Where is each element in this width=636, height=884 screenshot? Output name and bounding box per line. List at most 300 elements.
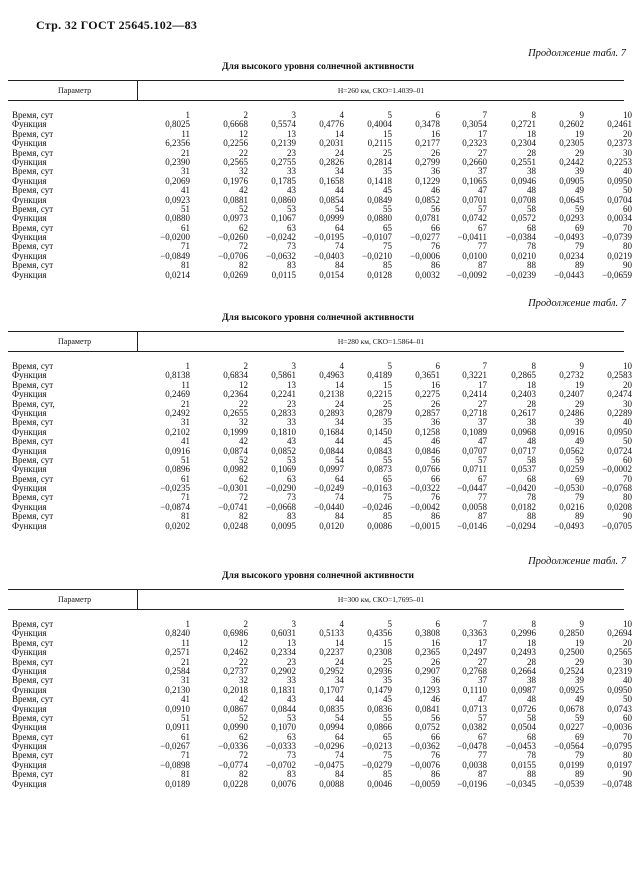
- table-cell: 0,0873: [367, 464, 392, 475]
- table-cell: 53: [287, 454, 296, 465]
- table-cell: −0,0384: [506, 232, 536, 243]
- table-cell: 0,0743: [607, 703, 632, 714]
- table-cell: 0,5133: [319, 628, 344, 639]
- table-cell: 69: [575, 473, 584, 484]
- table-cell: 85: [383, 769, 392, 780]
- table-cell: 76: [431, 241, 440, 252]
- table-cell: 0,2826: [319, 156, 344, 167]
- table-cell: 8: [531, 619, 536, 629]
- table-header: [8, 80, 624, 101]
- table-cell: −0,0362: [410, 741, 440, 752]
- table-cell: 0,0852: [271, 445, 296, 456]
- table-cell: 30: [623, 147, 632, 158]
- table-cell: 0,0100: [462, 250, 487, 261]
- table-cell: 50: [623, 436, 632, 447]
- table-cell: 63: [287, 473, 296, 484]
- table-cell: 65: [383, 731, 392, 742]
- table-cell: −0,0322: [410, 483, 440, 494]
- table-cell: 65: [383, 222, 392, 233]
- table-cell: 73: [287, 492, 296, 503]
- table-cell: 0,4356: [367, 628, 392, 639]
- table-cell: −0,0774: [218, 759, 248, 770]
- table-cell: 36: [431, 166, 440, 177]
- table-cell: 58: [527, 454, 536, 465]
- table-cell: 49: [575, 436, 584, 447]
- table-cell: 3: [291, 619, 296, 629]
- table-cell: 0,8138: [165, 370, 190, 381]
- table-cell: 21: [181, 147, 190, 158]
- table-cell: 47: [478, 185, 487, 196]
- table-cell: 32: [239, 166, 248, 177]
- table-cell: 36: [431, 417, 440, 428]
- table-cell: 0,0086: [367, 520, 392, 531]
- table-cell: 0,0199: [559, 759, 584, 770]
- table-cell: 0,6834: [223, 370, 248, 381]
- table-cell: 88: [527, 511, 536, 522]
- table-cell: 4: [339, 619, 344, 629]
- table-cell: −0,0006: [410, 250, 440, 261]
- table-cell: 20: [623, 128, 632, 139]
- table-cell: 0,4004: [367, 119, 392, 130]
- table-cell: 78: [527, 492, 536, 503]
- table-cell: 0,2308: [367, 647, 392, 658]
- table-cell: 0,2936: [367, 665, 392, 676]
- table-cell: 82: [239, 511, 248, 522]
- table-cell: 0,0724: [607, 445, 632, 456]
- table-cell: 0,2799: [415, 156, 440, 167]
- table-cell: 0,2996: [511, 628, 536, 639]
- table-cell: 77: [478, 241, 487, 252]
- table-cell: −0,0659: [602, 269, 632, 280]
- table-cell: 71: [181, 750, 190, 761]
- table-cell: 44: [335, 436, 344, 447]
- table-cell: 70: [623, 473, 632, 484]
- table-cell: 0,2256: [223, 138, 248, 149]
- table-cell: 0,0032: [415, 269, 440, 280]
- table-cell: 0,2365: [415, 647, 440, 658]
- table-cell: −0,0301: [218, 483, 248, 494]
- table-cell: 0,0248: [223, 520, 248, 531]
- table-cell: 14: [335, 128, 344, 139]
- table-cell: 0,0115: [271, 269, 296, 280]
- table-cell: −0,0768: [602, 483, 632, 494]
- table-cell: −0,0290: [266, 483, 296, 494]
- table-cell: 5: [387, 110, 392, 120]
- row-label: Время, сут: [12, 492, 54, 503]
- table-cell: 23: [287, 147, 296, 158]
- table-cell: 11: [181, 128, 190, 139]
- table-cell: −0,0453: [506, 741, 536, 752]
- table-cell: 16: [431, 637, 440, 648]
- table-cell: 78: [527, 750, 536, 761]
- table-cell: 13: [287, 379, 296, 390]
- section-title-1: Для высокого уровня солнечной активности: [222, 62, 414, 72]
- table-cell: 0,0849: [367, 194, 392, 205]
- table-cell: 86: [431, 511, 440, 522]
- table-cell: −0,0267: [160, 741, 190, 752]
- table-cell: −0,0196: [457, 778, 487, 789]
- table-cell: 47: [478, 436, 487, 447]
- table-cell: 5: [387, 619, 392, 629]
- table-cell: 0,0841: [415, 703, 440, 714]
- table-cell: 0,0154: [319, 269, 344, 280]
- table-cell: 16: [431, 379, 440, 390]
- table-cell: −0,0107: [362, 232, 392, 243]
- row-label: Функция: [12, 684, 47, 695]
- table-cell: 58: [527, 203, 536, 214]
- table-cell: −0,0564: [554, 741, 584, 752]
- table-cell: 46: [431, 436, 440, 447]
- table-cell: −0,0239: [506, 269, 536, 280]
- table-cell: 0,2571: [165, 647, 190, 658]
- row-label: Функция: [12, 232, 47, 243]
- table-cell: 0,1070: [271, 722, 296, 733]
- table-cell: 0,1831: [271, 684, 296, 695]
- table-cell: −0,0246: [362, 501, 392, 512]
- table-cell: 25: [383, 398, 392, 409]
- table-cell: 45: [383, 185, 392, 196]
- row-label: Функция: [12, 778, 47, 789]
- table-cell: 0,2304: [511, 138, 536, 149]
- table-cell: −0,0333: [266, 741, 296, 752]
- row-label: Время, сут: [12, 166, 54, 177]
- table-cell: 0,1065: [462, 175, 487, 186]
- table-cell: 39: [575, 417, 584, 428]
- condition-header: H=300 км, СКО=1,7695–01: [337, 595, 425, 604]
- table-cell: 34: [335, 417, 344, 428]
- table-cell: 0,0046: [367, 778, 392, 789]
- row-label: Время, сут: [12, 260, 54, 271]
- table-cell: 0,2138: [319, 389, 344, 400]
- table-cell: 83: [287, 511, 296, 522]
- table-cell: 0,0228: [223, 778, 248, 789]
- table-cell: 24: [335, 147, 344, 158]
- table-cell: 0,6031: [271, 628, 296, 639]
- table-cell: 84: [335, 260, 344, 271]
- table-cell: 32: [239, 417, 248, 428]
- table-cell: 0,1293: [415, 684, 440, 695]
- row-label: Функция: [12, 759, 47, 770]
- table-cell: 0,0711: [462, 464, 487, 475]
- table-body: [8, 619, 632, 789]
- table-cell: 0,2018: [223, 684, 248, 695]
- table-cell: 0,1229: [415, 175, 440, 186]
- table-cell: −0,0475: [314, 759, 344, 770]
- table-cell: 23: [287, 656, 296, 667]
- table-cell: 0,0946: [511, 175, 536, 186]
- table-cell: 0,8025: [165, 119, 190, 130]
- row-label: Функция: [12, 703, 47, 714]
- table-cell: 0,2334: [271, 647, 296, 658]
- table-cell: 51: [181, 454, 190, 465]
- table-cell: 75: [383, 241, 392, 252]
- table-cell: 57: [478, 203, 487, 214]
- table-cell: 0,0202: [165, 520, 190, 531]
- table-cell: 79: [575, 750, 584, 761]
- row-label: Время, сут: [12, 750, 54, 761]
- table-cell: 76: [431, 492, 440, 503]
- table-cell: 0,0874: [223, 445, 248, 456]
- table-cell: 0,0987: [511, 684, 536, 695]
- table-cell: 85: [383, 511, 392, 522]
- table-cell: 48: [527, 185, 536, 196]
- table-cell: 10: [623, 361, 632, 371]
- row-label: Время, сут: [12, 417, 54, 428]
- table-cell: 1: [185, 361, 190, 371]
- table-cell: 86: [431, 769, 440, 780]
- table-cell: 0,1067: [271, 213, 296, 224]
- table-cell: 72: [239, 492, 248, 503]
- table-cell: 0,1418: [367, 175, 392, 186]
- table-cell: 18: [527, 128, 536, 139]
- table-cell: 0,0128: [367, 269, 392, 280]
- table-cell: 49: [575, 694, 584, 705]
- table-cell: 0,0234: [559, 250, 584, 261]
- table-cell: 2: [243, 361, 248, 371]
- table-cell: −0,0210: [362, 250, 392, 261]
- table-cell: 0,0950: [607, 684, 632, 695]
- table-cell: 80: [623, 241, 632, 252]
- table-cell: 0,2850: [559, 628, 584, 639]
- table-cell: 31: [181, 675, 190, 686]
- table-cell: 54: [335, 454, 344, 465]
- table-cell: 88: [527, 769, 536, 780]
- table-cell: 38: [527, 675, 536, 686]
- table-cell: 0,0844: [271, 703, 296, 714]
- table-cell: 72: [239, 750, 248, 761]
- table-3: [8, 589, 632, 789]
- row-label: Время, сут: [12, 454, 54, 465]
- table-cell: 0,0781: [415, 213, 440, 224]
- table-cell: 81: [181, 511, 190, 522]
- table-cell: 0,0726: [511, 703, 536, 714]
- table-cell: 0,3363: [462, 628, 487, 639]
- table-cell: 4: [339, 361, 344, 371]
- table-cell: 90: [623, 260, 632, 271]
- table-cell: 18: [527, 637, 536, 648]
- table-cell: 59: [575, 712, 584, 723]
- table-cell: 64: [335, 473, 344, 484]
- table-cell: 37: [478, 166, 487, 177]
- continuation-note-1: Продолжение табл. 7: [528, 48, 626, 59]
- row-label: Функция: [12, 269, 47, 280]
- table-cell: 0,2493: [511, 647, 536, 658]
- row-label: Время, сут: [12, 128, 54, 139]
- table-cell: −0,0748: [602, 778, 632, 789]
- table-cell: 0,0999: [319, 213, 344, 224]
- table-cell: −0,0260: [218, 232, 248, 243]
- table-cell: 48: [527, 436, 536, 447]
- table-cell: 57: [478, 454, 487, 465]
- table-cell: −0,0242: [266, 232, 296, 243]
- table-cell: 0,2414: [462, 389, 487, 400]
- table-cell: −0,0076: [410, 759, 440, 770]
- table-cell: 87: [478, 511, 487, 522]
- table-cell: 61: [181, 222, 190, 233]
- table-cell: −0,0213: [362, 741, 392, 752]
- table-cell: 33: [287, 166, 296, 177]
- table-1: [8, 80, 632, 280]
- table-cell: 53: [287, 203, 296, 214]
- table-cell: −0,0345: [506, 778, 536, 789]
- table-cell: 0,2814: [367, 156, 392, 167]
- table-cell: 0,2694: [607, 628, 632, 639]
- table-cell: 34: [335, 166, 344, 177]
- param-header: Параметр: [8, 332, 138, 351]
- table-cell: 45: [383, 694, 392, 705]
- table-cell: 0,0925: [559, 684, 584, 695]
- table-cell: 61: [181, 473, 190, 484]
- continuation-note-2: Продолжение табл. 7: [528, 298, 626, 309]
- table-cell: 0,2462: [223, 647, 248, 658]
- table-cell: 0,2602: [559, 119, 584, 130]
- table-cell: 50: [623, 694, 632, 705]
- table-cell: −0,0440: [314, 501, 344, 512]
- row-label: Время, сут: [12, 731, 54, 742]
- table-cell: 0,0088: [319, 778, 344, 789]
- table-cell: 0,0852: [415, 194, 440, 205]
- table-cell: 9: [579, 619, 584, 629]
- continuation-note-3: Продолжение табл. 7: [528, 556, 626, 567]
- table-cell: 0,2319: [607, 665, 632, 676]
- table-cell: 4: [339, 110, 344, 120]
- condition-header: H=280 км, СКО=1.5864–01: [337, 337, 425, 346]
- row-label: Время, сут: [12, 379, 54, 390]
- table-cell: 66: [431, 473, 440, 484]
- table-cell: 88: [527, 260, 536, 271]
- table-cell: 0,0095: [271, 520, 296, 531]
- table-cell: 40: [623, 675, 632, 686]
- table-cell: 43: [287, 185, 296, 196]
- table-cell: 66: [431, 731, 440, 742]
- table-cell: 89: [575, 769, 584, 780]
- table-cell: 0,0210: [511, 250, 536, 261]
- table-cell: 33: [287, 675, 296, 686]
- table-cell: 55: [383, 203, 392, 214]
- table-cell: −0,0493: [554, 232, 584, 243]
- table-2: [8, 331, 632, 531]
- table-cell: 43: [287, 694, 296, 705]
- table-cell: 27: [478, 147, 487, 158]
- table-cell: −0,0420: [506, 483, 536, 494]
- table-cell: 0,0034: [607, 213, 632, 224]
- table-cell: −0,0195: [314, 232, 344, 243]
- table-cell: −0,0706: [218, 250, 248, 261]
- table-cell: 8: [531, 361, 536, 371]
- table-cell: 31: [181, 166, 190, 177]
- table-cell: 0,2031: [319, 138, 344, 149]
- table-cell: 56: [431, 712, 440, 723]
- table-cell: 0,0537: [511, 464, 536, 475]
- table-cell: 52: [239, 454, 248, 465]
- table-body: [8, 110, 632, 280]
- table-cell: 12: [239, 637, 248, 648]
- table-cell: −0,0200: [160, 232, 190, 243]
- table-cell: 0,2461: [607, 119, 632, 130]
- table-cell: 9: [579, 110, 584, 120]
- param-header: Параметр: [8, 590, 138, 609]
- table-cell: 2: [243, 619, 248, 629]
- row-label: Функция: [12, 520, 47, 531]
- table-cell: 20: [623, 637, 632, 648]
- table-cell: 21: [181, 656, 190, 667]
- table-cell: 0,0189: [165, 778, 190, 789]
- table-cell: 0,2655: [223, 407, 248, 418]
- table-cell: 64: [335, 222, 344, 233]
- table-cell: −0,0668: [266, 501, 296, 512]
- table-cell: 0,2492: [165, 407, 190, 418]
- table-cell: 13: [287, 637, 296, 648]
- table-row: [8, 269, 632, 280]
- table-cell: 90: [623, 511, 632, 522]
- table-cell: 0,2737: [223, 665, 248, 676]
- table-cell: 22: [239, 656, 248, 667]
- table-cell: 0,0916: [165, 445, 190, 456]
- table-cell: 29: [575, 656, 584, 667]
- table-cell: 0,2289: [607, 407, 632, 418]
- table-cell: 0,2902: [271, 665, 296, 676]
- table-cell: −0,0741: [218, 501, 248, 512]
- table-cell: 0,0214: [165, 269, 190, 280]
- table-cell: 0,2139: [271, 138, 296, 149]
- table-cell: 6: [435, 110, 440, 120]
- row-label: Функция: [12, 138, 47, 149]
- page-header: Стр. 32 ГОСТ 25645.102—83: [36, 18, 198, 32]
- row-label: Функция: [12, 741, 47, 752]
- table-cell: 0,0707: [462, 445, 487, 456]
- table-cell: 3: [291, 361, 296, 371]
- table-cell: 0,0854: [319, 194, 344, 205]
- table-cell: 67: [478, 473, 487, 484]
- table-cell: 51: [181, 203, 190, 214]
- table-cell: 67: [478, 222, 487, 233]
- table-cell: 0,0968: [511, 426, 536, 437]
- table-cell: 55: [383, 712, 392, 723]
- table-cell: 87: [478, 769, 487, 780]
- condition-header: H=260 км, СКО=1.4039–01: [337, 86, 425, 95]
- table-cell: 0,2486: [559, 407, 584, 418]
- table-cell: 38: [527, 166, 536, 177]
- table-cell: 10: [623, 110, 632, 120]
- row-label: Функция: [12, 407, 47, 418]
- table-cell: 0,2907: [415, 665, 440, 676]
- row-label: Функция: [12, 628, 47, 639]
- table-cell: −0,0235: [160, 483, 190, 494]
- table-cell: 26: [431, 398, 440, 409]
- table-cell: 68: [527, 731, 536, 742]
- table-cell: 13: [287, 128, 296, 139]
- table-cell: 0,0713: [462, 703, 487, 714]
- table-cell: 0,2497: [462, 647, 487, 658]
- table-cell: 10: [623, 619, 632, 629]
- table-cell: 0,5861: [271, 370, 296, 381]
- table-cell: 0,2583: [607, 370, 632, 381]
- table-cell: 51: [181, 712, 190, 723]
- table-cell: 18: [527, 379, 536, 390]
- table-cell: −0,0294: [506, 520, 536, 531]
- table-cell: 0,0844: [319, 445, 344, 456]
- table-cell: 0,2500: [559, 647, 584, 658]
- table-cell: 0,2551: [511, 156, 536, 167]
- table-cell: 42: [239, 436, 248, 447]
- row-label: Функция: [12, 464, 47, 475]
- table-cell: 0,2253: [607, 156, 632, 167]
- table-cell: 85: [383, 260, 392, 271]
- table-cell: 0,2565: [223, 156, 248, 167]
- table-cell: 83: [287, 769, 296, 780]
- table-cell: 59: [575, 203, 584, 214]
- table-cell: 45: [383, 436, 392, 447]
